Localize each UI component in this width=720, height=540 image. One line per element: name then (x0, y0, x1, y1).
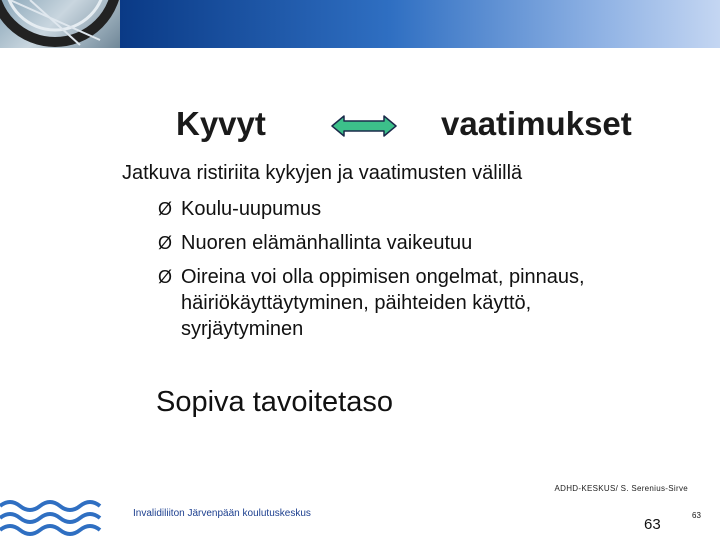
bullet-list (158, 196, 698, 342)
lead-text: Jatkuva ristiriita kykyjen ja vaatimusten välillä (122, 162, 523, 184)
waves-logo-icon (0, 492, 116, 540)
slide-title-row (0, 105, 720, 149)
page-number-small: 63 (692, 511, 701, 520)
organization-name: Invalidiliiton Järvenpään koulutuskeskus (133, 508, 311, 519)
bullet-arrow-icon: Ø (158, 233, 173, 253)
bullet-text-continued: häiriökäyttäytyminen, päihteiden käyttö, (181, 292, 532, 314)
title-left: Kyvyt (176, 105, 266, 142)
list-item (158, 230, 698, 256)
header-photo (0, 0, 120, 48)
header-banner (120, 0, 720, 48)
list-item (158, 196, 698, 222)
title-right: vaatimukset (441, 105, 632, 142)
list-item (158, 264, 698, 342)
wheel-photo-icon (0, 0, 120, 48)
bullet-arrow-icon: Ø (158, 267, 173, 287)
page-number: 63 (644, 516, 661, 533)
bullet-text: Nuoren elämänhallinta vaikeutuu (181, 232, 473, 254)
bullet-text-continued: syrjäytyminen (181, 318, 304, 340)
emphasis-text: Sopiva tavoitetaso (156, 386, 393, 418)
double-headed-arrow-icon (330, 113, 398, 139)
bullet-arrow-icon: Ø (158, 199, 173, 219)
credit-text: ADHD-KESKUS/ S. Serenius-Sirve (554, 484, 688, 493)
bullet-text: Oireina voi olla oppimisen ongelmat, pinnaus, (181, 266, 585, 288)
bullet-text: Koulu-uupumus (181, 198, 322, 220)
